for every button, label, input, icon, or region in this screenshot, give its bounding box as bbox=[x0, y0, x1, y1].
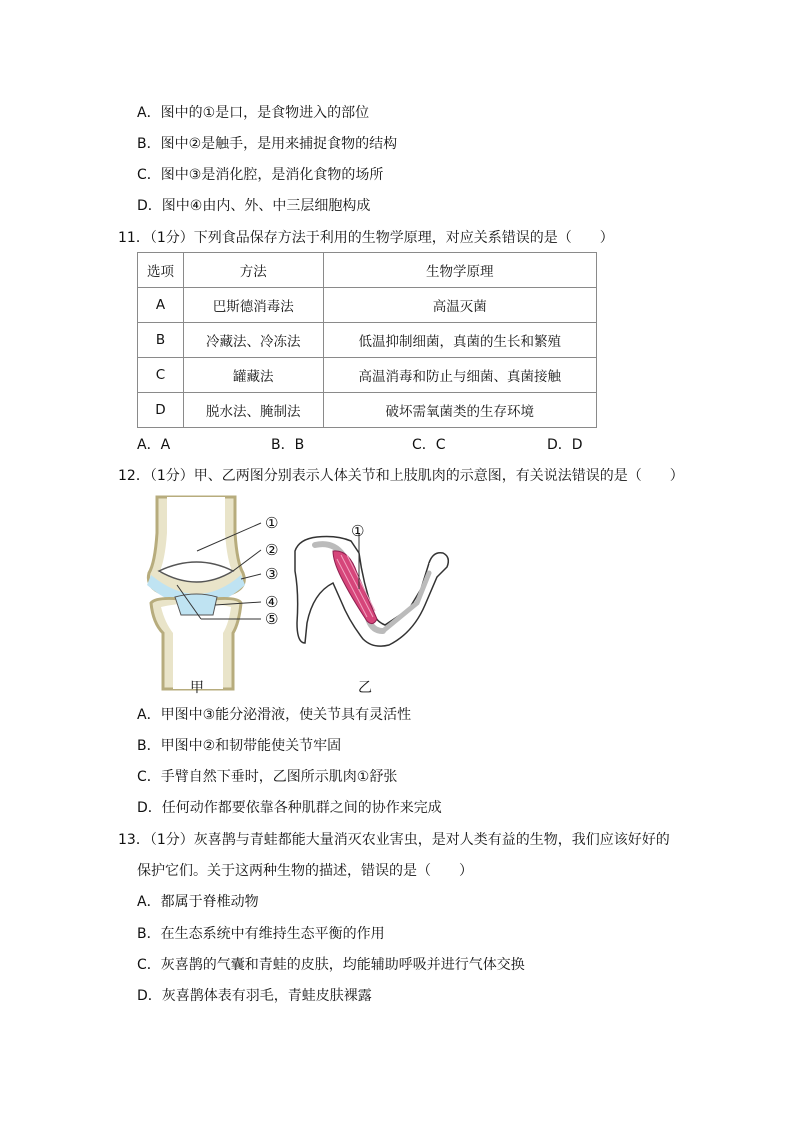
joint-and-arm-figure bbox=[137, 493, 457, 696]
table-row bbox=[138, 288, 597, 323]
joint-marker-4: ④ bbox=[265, 593, 279, 611]
q11-answers bbox=[137, 434, 607, 454]
table-row bbox=[138, 358, 597, 393]
joint-illustration bbox=[147, 497, 278, 689]
q11-answer-b: B．B bbox=[271, 437, 305, 453]
q11-answer-d: D．D bbox=[547, 437, 583, 453]
q11-answer-c: C．C bbox=[412, 437, 446, 453]
table-header: 方法 bbox=[183, 253, 323, 288]
table-cell: 罐藏法 bbox=[183, 358, 323, 393]
table-row bbox=[138, 393, 597, 428]
q12-option-c: C．手臂自然下垂时，乙图所示肌肉①舒张 bbox=[137, 769, 398, 785]
table-cell: C bbox=[138, 358, 184, 393]
q11-stem: 11．（1分）下列食品保存方法于利用的生物学原理，对应关系错误的是（ ） bbox=[118, 230, 614, 246]
table-cell: A bbox=[138, 288, 184, 323]
food-preservation-table bbox=[137, 252, 597, 428]
q13-option-a: A．都属于脊椎动物 bbox=[137, 894, 259, 910]
table-header: 生物学原理 bbox=[323, 253, 596, 288]
table-cell: 高温灭菌 bbox=[323, 288, 596, 323]
figure-label-jia: 甲 bbox=[190, 680, 204, 696]
q13-option-b: B．在生态系统中有维持生态平衡的作用 bbox=[137, 926, 385, 942]
joint-diagram-svg bbox=[137, 493, 457, 693]
table-cell: 低温抑制细菌，真菌的生长和繁殖 bbox=[323, 323, 596, 358]
arm-marker-1: ① bbox=[351, 522, 365, 540]
q12-option-a: A．甲图中③能分泌滑液，使关节具有灵活性 bbox=[137, 707, 412, 723]
q13-stem-line-2: 保护它们。关于这两种生物的描述，错误的是（ ） bbox=[137, 863, 473, 879]
table-cell: 高温消毒和防止与细菌、真菌接触 bbox=[323, 358, 596, 393]
q12-option-b: B．甲图中②和韧带能使关节牢固 bbox=[137, 738, 342, 754]
table-cell: 冷藏法、冷冻法 bbox=[183, 323, 323, 358]
joint-marker-3: ③ bbox=[265, 565, 279, 583]
table-cell: D bbox=[138, 393, 184, 428]
joint-marker-5: ⑤ bbox=[265, 610, 279, 628]
q13-option-c: C．灰喜鹊的气囊和青蛙的皮肤，均能辅助呼吸并进行气体交换 bbox=[137, 957, 525, 973]
table-cell: 脱水法、腌制法 bbox=[183, 393, 323, 428]
q10-option-d: D．图中④由内、外、中三层细胞构成 bbox=[137, 198, 371, 214]
q11-answer-a: A．A bbox=[137, 437, 171, 453]
joint-marker-2: ② bbox=[265, 541, 279, 559]
figure-label-yi: 乙 bbox=[358, 680, 372, 696]
q10-option-b: B．图中②是触手，是用来捕捉食物的结构 bbox=[137, 136, 398, 152]
joint-marker-1: ① bbox=[265, 514, 279, 532]
table-header-row bbox=[138, 253, 597, 288]
table-row bbox=[138, 323, 597, 358]
arm-illustration bbox=[295, 522, 448, 646]
q13-stem-line-1: 13．（1分）灰喜鹊与青蛙都能大量消灭农业害虫，是对人类有益的生物，我们应该好好的 bbox=[118, 832, 670, 848]
table-cell: 巴斯德消毒法 bbox=[183, 288, 323, 323]
q10-option-a: A．图中的①是口，是食物进入的部位 bbox=[137, 105, 370, 121]
q12-stem: 12．（1分）甲、乙两图分别表示人体关节和上肢肌肉的示意图，有关说法错误的是（ ） bbox=[118, 468, 684, 484]
q13-option-d: D．灰喜鹊体表有羽毛，青蛙皮肤裸露 bbox=[137, 988, 372, 1004]
table-cell: B bbox=[138, 323, 184, 358]
q12-option-d: D．任何动作都要依靠各种肌群之间的协作来完成 bbox=[137, 800, 442, 816]
table-header: 选项 bbox=[138, 253, 184, 288]
q10-option-c: C．图中③是消化腔，是消化食物的场所 bbox=[137, 167, 384, 183]
table-cell: 破坏需氧菌类的生存环境 bbox=[323, 393, 596, 428]
